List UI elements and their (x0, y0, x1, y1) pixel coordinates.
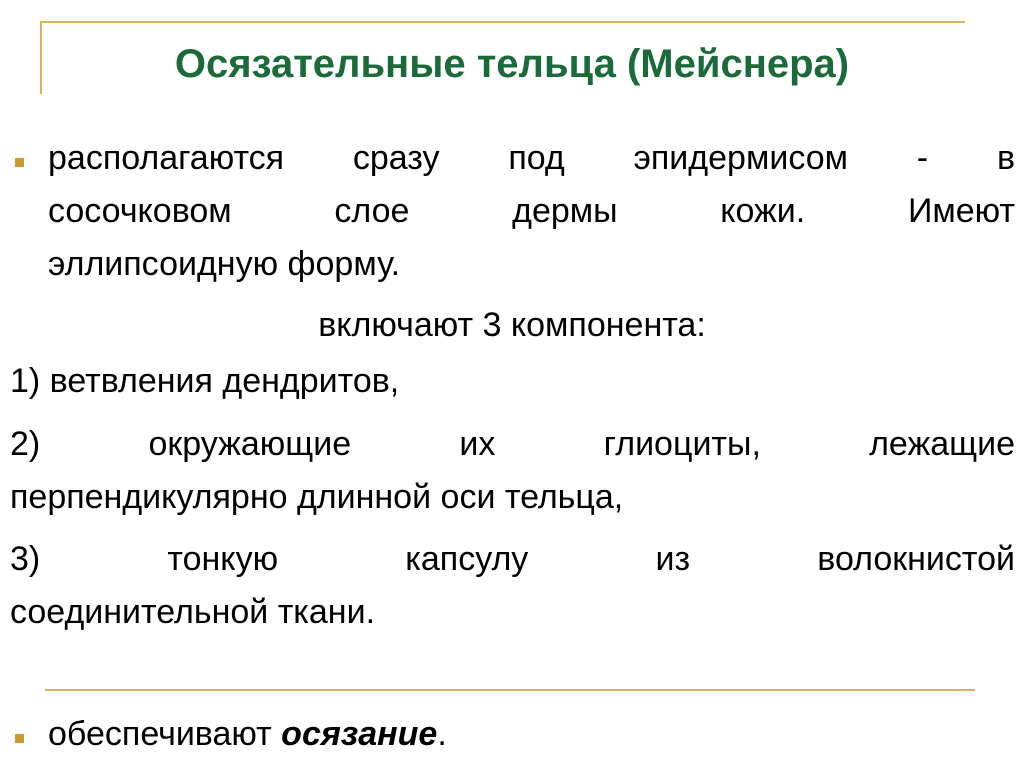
bottom-suffix: . (437, 715, 447, 753)
list-item-3 (10, 533, 1015, 639)
list-item-1 (10, 355, 1015, 408)
bullet-paragraph (48, 132, 1015, 291)
list-item-3-line-2: соединительной ткани. (10, 593, 376, 631)
components-intro: включают 3 компонента: (318, 306, 706, 344)
list-item-2 (10, 418, 1015, 524)
bullet-marker (15, 158, 24, 167)
bottom-prefix: обеспечивают (48, 715, 282, 753)
bullet-marker-bottom (15, 734, 24, 743)
bottom-emphasis: осязание (281, 715, 438, 753)
list-item-3-line-1: 3) тонкую капсулу из волокнистой (10, 540, 1015, 578)
bullet-line-3: эллипсоидную форму. (48, 245, 401, 283)
list-item-2-line-1: 2) окружающие их глиоциты, лежащие (10, 425, 1015, 463)
bullet-line-1: располагаются сразу под эпидермисом - в (48, 139, 1015, 177)
list-item-1-text: 1) ветвления дендритов, (10, 362, 400, 400)
bottom-statement (48, 708, 447, 761)
divider (45, 689, 975, 691)
bullet-line-2: сосочковом слое дермы кожи. Имеют (48, 192, 1015, 230)
slide-title: Осязательные тельца (Мейснера) (174, 42, 850, 86)
frame-top-rule (40, 21, 965, 23)
list-item-2-line-2: перпендикулярно длинной оси тельца, (10, 478, 624, 516)
